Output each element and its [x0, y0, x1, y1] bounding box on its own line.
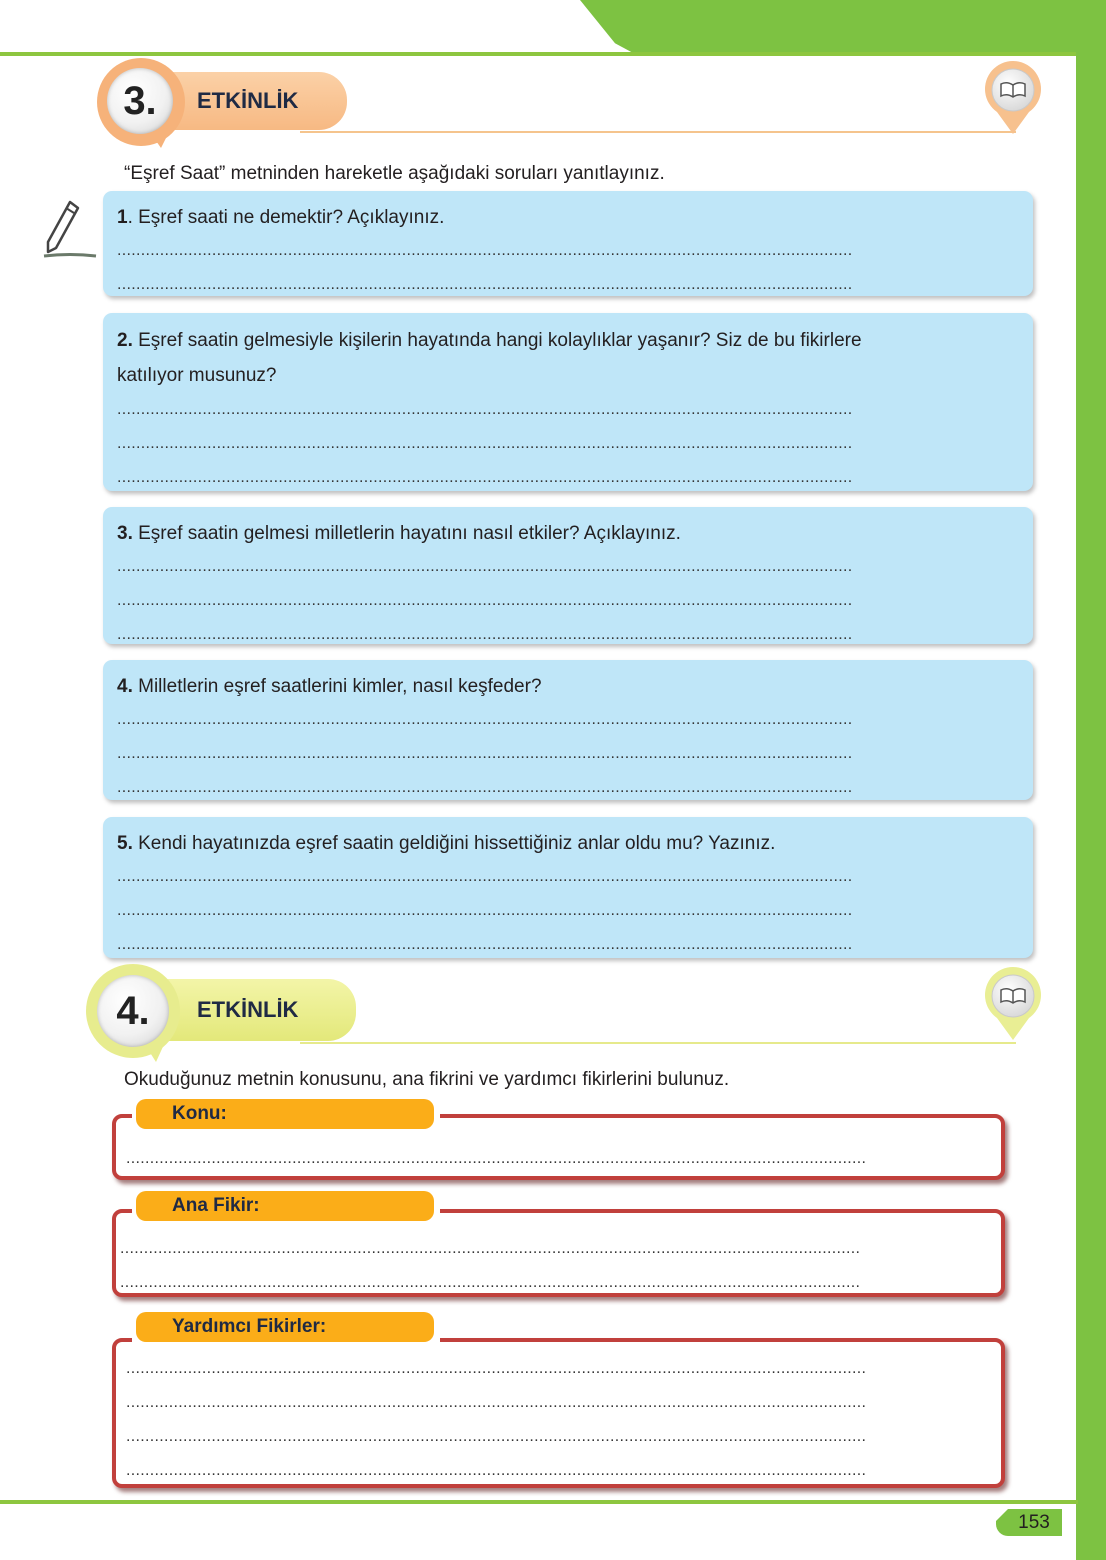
question-box-2 — [103, 313, 1033, 491]
question-box-5 — [103, 817, 1033, 958]
question-box-4 — [103, 660, 1033, 800]
answer-line[interactable]: ............................................................................................................................................................ — [126, 1360, 867, 1377]
corner-tab — [580, 0, 1106, 54]
answer-line[interactable]: ........................................................................................................................................................... — [117, 936, 853, 953]
activity3-title: ETKİNLİK — [197, 88, 299, 113]
activity3-badge — [97, 58, 185, 146]
open-book-icon — [977, 966, 1049, 1042]
page-number: 153 — [1018, 1512, 1050, 1533]
activity4-instruction: Okuduğunuz metnin konusunu, ana fikrini ve yardımcı fikirlerini bulunuz. — [124, 1069, 730, 1090]
answer-line[interactable]: ........................................................................................................................................................... — [117, 711, 853, 728]
main-idea-box — [112, 1209, 1005, 1297]
right-green-bar — [1076, 0, 1106, 1560]
answer-line[interactable]: ............................................................................................................................................................ — [126, 1150, 867, 1167]
supporting-ideas-box — [112, 1338, 1005, 1488]
top-border-line — [0, 52, 1078, 56]
main-idea-label: Ana Fikir: — [136, 1191, 434, 1221]
activity3-number: 3. — [107, 68, 173, 134]
topic-label: Konu: — [136, 1099, 434, 1129]
answer-line[interactable]: ............................................................................................................................................................ — [120, 1240, 861, 1257]
activity4-rule — [300, 1042, 1016, 1044]
answer-line[interactable]: ........................................................................................................................................................... — [117, 401, 853, 418]
activity3-instruction: “Eşref Saat” metninden hareketle aşağıdaki soruları yanıtlayınız. — [124, 163, 665, 184]
question-2: 2. Eşref saatin gelmesiyle kişilerin hayatında hangi kolaylıklar yaşanır? Siz de bu fikirlere katılıyor musunuz? — [117, 330, 862, 386]
question-5: 5. Kendi hayatınızda eşref saatin geldiğini hissettiğiniz anlar oldu mu? Yazınız. — [117, 833, 776, 854]
answer-line[interactable]: ........................................................................................................................................................... — [117, 902, 853, 919]
answer-line[interactable]: ........................................................................................................................................................... — [117, 558, 853, 575]
answer-line[interactable]: ........................................................................................................................................................... — [117, 242, 853, 259]
answer-line[interactable]: ........................................................................................................................................................... — [117, 745, 853, 762]
activity4-badge — [86, 964, 180, 1058]
answer-line[interactable]: ............................................................................................................................................................ — [126, 1428, 867, 1445]
activity4-number: 4. — [97, 975, 169, 1047]
activity3-rule — [300, 131, 1016, 133]
answer-line[interactable]: ............................................................................................................................................................ — [120, 1274, 861, 1291]
pencil-icon — [42, 198, 98, 260]
answer-line[interactable]: ........................................................................................................................................................... — [117, 276, 853, 293]
question-1: 1. Eşref saati ne demektir? Açıklayınız. — [117, 207, 445, 228]
question-box-1 — [103, 191, 1033, 296]
answer-line[interactable]: ........................................................................................................................................................... — [117, 469, 853, 486]
question-4: 4. Milletlerin eşref saatlerini kimler, nasıl keşfeder? — [117, 676, 542, 697]
answer-line[interactable]: ........................................................................................................................................................... — [117, 626, 853, 643]
question-3: 3. Eşref saatin gelmesi milletlerin hayatını nasıl etkiler? Açıklayınız. — [117, 523, 681, 544]
answer-line[interactable]: ........................................................................................................................................................... — [117, 435, 853, 452]
answer-line[interactable]: ........................................................................................................................................................... — [117, 592, 853, 609]
open-book-icon — [977, 60, 1049, 136]
bottom-border-line — [0, 1500, 1078, 1504]
answer-line[interactable]: ............................................................................................................................................................ — [126, 1462, 867, 1479]
question-box-3 — [103, 507, 1033, 644]
answer-line[interactable]: ............................................................................................................................................................ — [126, 1394, 867, 1411]
activity4-title: ETKİNLİK — [197, 997, 299, 1022]
answer-line[interactable]: ........................................................................................................................................................... — [117, 868, 853, 885]
answer-line[interactable]: ........................................................................................................................................................... — [117, 779, 853, 796]
supporting-ideas-label: Yardımcı Fikirler: — [136, 1312, 434, 1342]
